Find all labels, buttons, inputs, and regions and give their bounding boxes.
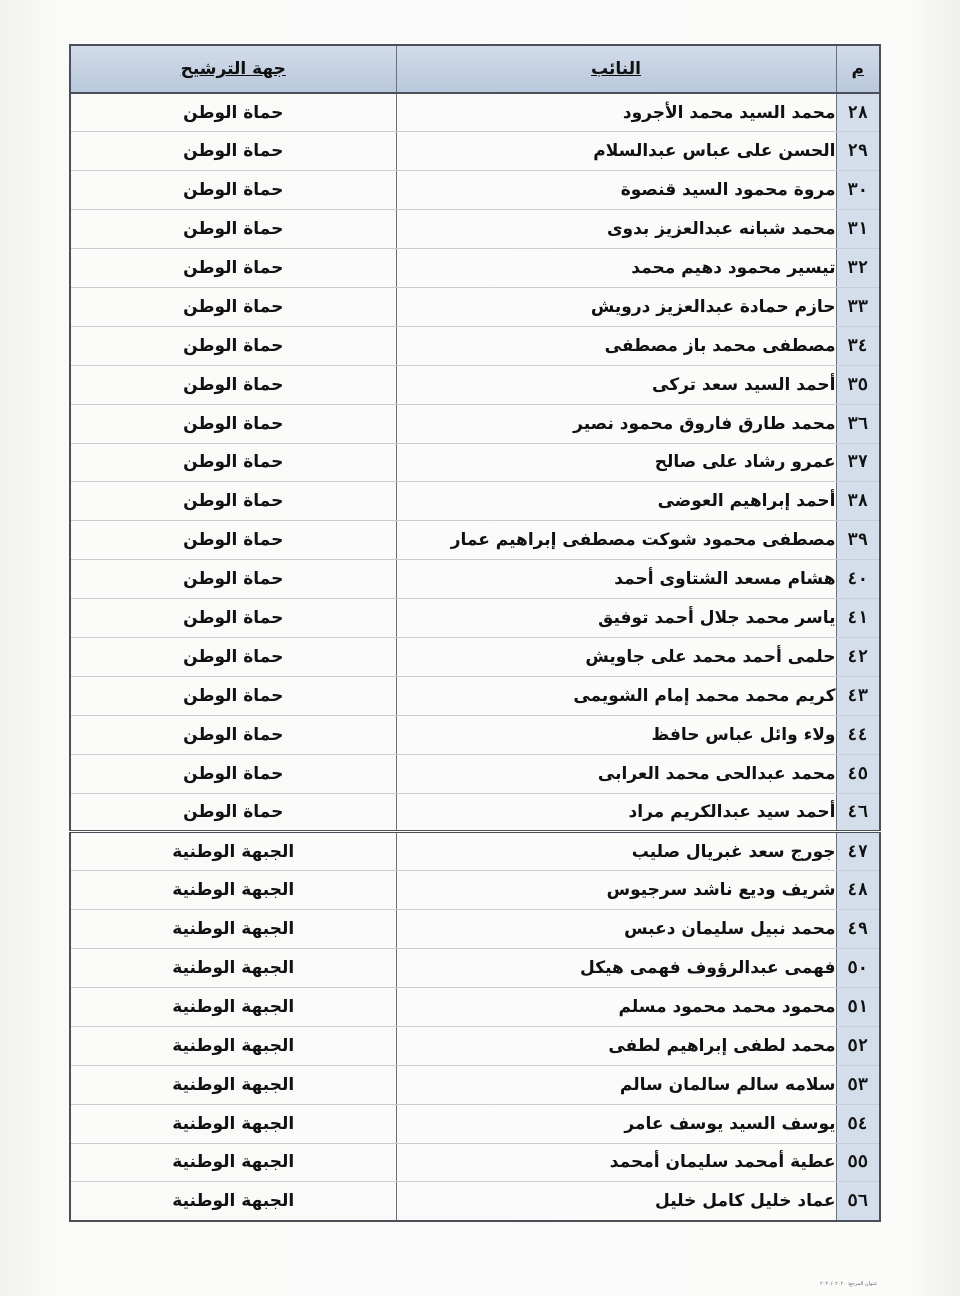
deputy-name: هشام مسعد الشتاوى أحمد — [396, 560, 836, 599]
deputy-name: تيسير محمود دهيم محمد — [396, 249, 836, 288]
row-number: ٥١ — [836, 987, 880, 1026]
deputy-name: عمرو رشاد على صالح — [396, 443, 836, 482]
nominating-party: الجبهة الوطنية — [70, 1182, 396, 1221]
deputy-name: محمد السيد محمد الأجرود — [396, 93, 836, 132]
table-row — [70, 326, 880, 365]
row-number: ٣٤ — [836, 326, 880, 365]
deputy-name: ياسر محمد جلال أحمد توفيق — [396, 599, 836, 638]
table-row — [70, 404, 880, 443]
table-row — [70, 482, 880, 521]
row-number: ٥٠ — [836, 949, 880, 988]
nominating-party: حماة الوطن — [70, 482, 396, 521]
row-number: ٥٦ — [836, 1182, 880, 1221]
row-number: ٣٨ — [836, 482, 880, 521]
nominating-party: حماة الوطن — [70, 93, 396, 132]
table-row — [70, 754, 880, 793]
nominating-party: حماة الوطن — [70, 560, 396, 599]
row-number: ٤٠ — [836, 560, 880, 599]
table-body — [70, 93, 880, 1221]
deputy-name: عماد خليل كامل خليل — [396, 1182, 836, 1221]
nominating-party: الجبهة الوطنية — [70, 832, 396, 871]
row-number: ٣٣ — [836, 287, 880, 326]
table-row — [70, 793, 880, 832]
deputy-name: مروة محمود السيد قنصوة — [396, 171, 836, 210]
nominating-party: حماة الوطن — [70, 637, 396, 676]
nominating-party: الجبهة الوطنية — [70, 987, 396, 1026]
nominating-party: حماة الوطن — [70, 365, 396, 404]
header-deputy-name: النائب — [396, 45, 836, 93]
row-number: ٣٥ — [836, 365, 880, 404]
deputy-name: حازم حمادة عبدالعزيز درويش — [396, 287, 836, 326]
table-row — [70, 910, 880, 949]
table-row — [70, 443, 880, 482]
deputy-name: كريم محمد محمد إمام الشويمى — [396, 676, 836, 715]
nominating-party: حماة الوطن — [70, 171, 396, 210]
row-number: ٤٧ — [836, 832, 880, 871]
deputy-name: يوسف السيد يوسف عامر — [396, 1104, 836, 1143]
footer-note: عنوان المرجع: ٢٠٢٠/٠٢٠٢٠ — [820, 1281, 878, 1287]
row-number: ٣٧ — [836, 443, 880, 482]
table-row — [70, 560, 880, 599]
row-number: ٤٨ — [836, 871, 880, 910]
deputy-name: ولاء وائل عباس حافظ — [396, 715, 836, 754]
deputy-name: حلمى أحمد محمد على جاويش — [396, 637, 836, 676]
table-row — [70, 949, 880, 988]
nominating-party: حماة الوطن — [70, 404, 396, 443]
nominating-party: الجبهة الوطنية — [70, 910, 396, 949]
table-row — [70, 171, 880, 210]
table-row — [70, 1026, 880, 1065]
table-row — [70, 676, 880, 715]
table-row — [70, 987, 880, 1026]
row-number: ٥٥ — [836, 1143, 880, 1182]
deputy-name: أحمد السيد سعد تركى — [396, 365, 836, 404]
deputy-name: مصطفى محمود شوكت مصطفى إبراهيم عمار — [396, 521, 836, 560]
nominating-party: حماة الوطن — [70, 249, 396, 288]
table-row — [70, 1143, 880, 1182]
deputy-name: محمود محمد محمود مسلم — [396, 987, 836, 1026]
nominating-party: الجبهة الوطنية — [70, 1143, 396, 1182]
deputy-name: سلامه سالم سالمان سالم — [396, 1065, 836, 1104]
row-number: ٣٩ — [836, 521, 880, 560]
deputy-name: محمد عبدالحى محمد العرابى — [396, 754, 836, 793]
nominating-party: حماة الوطن — [70, 599, 396, 638]
deputy-name: جورج سعد غبريال صليب — [396, 832, 836, 871]
table-row — [70, 132, 880, 171]
row-number: ٤١ — [836, 599, 880, 638]
table-row — [70, 287, 880, 326]
nominating-party: الجبهة الوطنية — [70, 949, 396, 988]
nominating-party: حماة الوطن — [70, 754, 396, 793]
table-row — [70, 365, 880, 404]
row-number: ٤٩ — [836, 910, 880, 949]
table-row — [70, 93, 880, 132]
row-number: ٣١ — [836, 210, 880, 249]
header-number: م — [836, 45, 880, 93]
row-number: ٤٦ — [836, 793, 880, 832]
table-row — [70, 521, 880, 560]
nominating-party: حماة الوطن — [70, 287, 396, 326]
table-row — [70, 249, 880, 288]
nominating-party: الجبهة الوطنية — [70, 1104, 396, 1143]
deputy-name: محمد لطفى إبراهيم لطفى — [396, 1026, 836, 1065]
nominating-party: حماة الوطن — [70, 715, 396, 754]
table-row — [70, 832, 880, 871]
row-number: ٥٣ — [836, 1065, 880, 1104]
nominating-party: حماة الوطن — [70, 326, 396, 365]
table-header-row — [70, 45, 880, 93]
deputy-name: فهمى عبدالرؤوف فهمى هيكل — [396, 949, 836, 988]
table-row — [70, 1065, 880, 1104]
table-row — [70, 1182, 880, 1221]
nominating-party: حماة الوطن — [70, 676, 396, 715]
deputy-name: عطية أمحمد سليمان أمحمد — [396, 1143, 836, 1182]
table-row — [70, 715, 880, 754]
nominating-party: الجبهة الوطنية — [70, 1026, 396, 1065]
nominating-party: حماة الوطن — [70, 132, 396, 171]
table-row — [70, 637, 880, 676]
nominating-party: الجبهة الوطنية — [70, 871, 396, 910]
table-row — [70, 599, 880, 638]
row-number: ٣٠ — [836, 171, 880, 210]
deputy-name: أحمد سيد عبدالكريم مراد — [396, 793, 836, 832]
table-row — [70, 871, 880, 910]
deputy-name: أحمد إبراهيم العوضى — [396, 482, 836, 521]
row-number: ٤٣ — [836, 676, 880, 715]
row-number: ٤٤ — [836, 715, 880, 754]
row-number: ٢٩ — [836, 132, 880, 171]
header-nominating-party: جهة الترشيح — [70, 45, 396, 93]
table-row — [70, 1104, 880, 1143]
nominating-party: حماة الوطن — [70, 443, 396, 482]
nominating-party: الجبهة الوطنية — [70, 1065, 396, 1104]
row-number: ٤٢ — [836, 637, 880, 676]
nominating-party: حماة الوطن — [70, 521, 396, 560]
deputy-name: محمد شبانه عبدالعزيز بدوى — [396, 210, 836, 249]
row-number: ٤٥ — [836, 754, 880, 793]
nominating-party: حماة الوطن — [70, 210, 396, 249]
row-number: ٣٦ — [836, 404, 880, 443]
row-number: ٥٢ — [836, 1026, 880, 1065]
row-number: ٢٨ — [836, 93, 880, 132]
row-number: ٥٤ — [836, 1104, 880, 1143]
candidates-table — [69, 44, 881, 1222]
deputy-name: مصطفى محمد باز مصطفى — [396, 326, 836, 365]
nominating-party: حماة الوطن — [70, 793, 396, 832]
deputy-name: محمد طارق فاروق محمود نصير — [396, 404, 836, 443]
deputy-name: شريف وديع ناشد سرجيوس — [396, 871, 836, 910]
deputy-name: محمد نبيل سليمان دعبس — [396, 910, 836, 949]
deputy-name: الحسن على عباس عبدالسلام — [396, 132, 836, 171]
table-row — [70, 210, 880, 249]
row-number: ٣٢ — [836, 249, 880, 288]
